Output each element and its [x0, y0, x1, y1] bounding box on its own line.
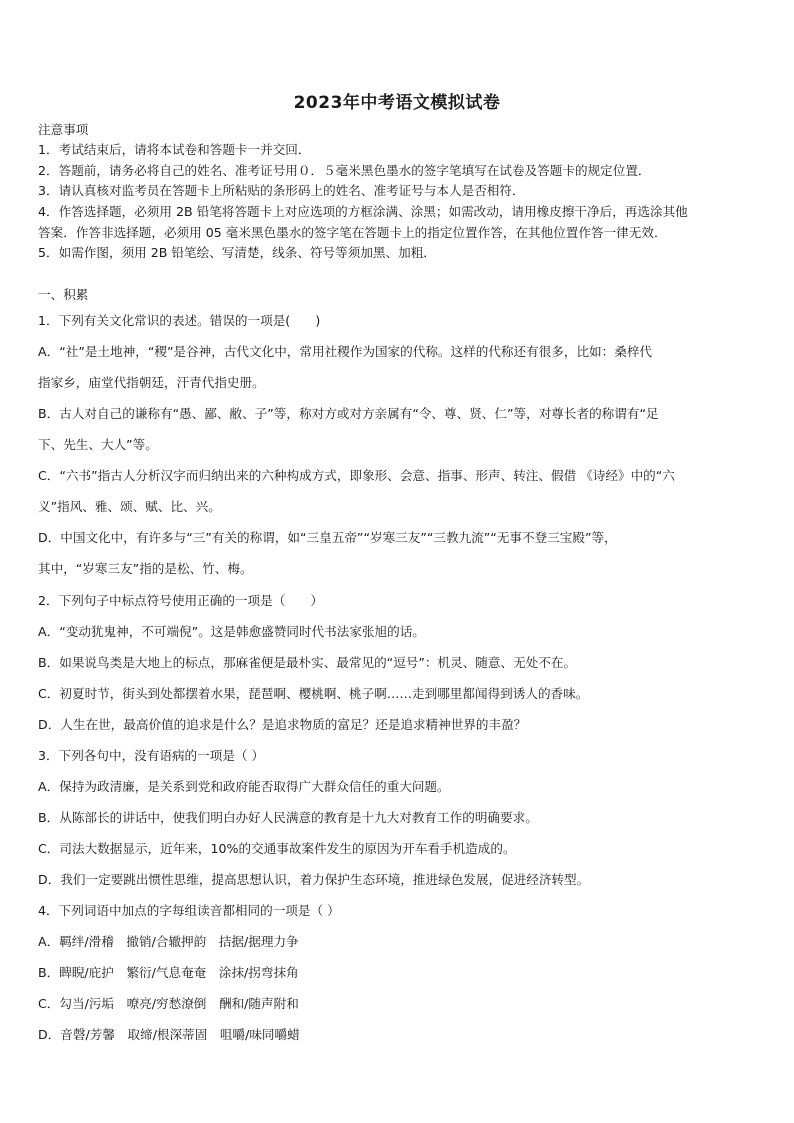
option-line: B．古人对自己的谦称有“愚、鄙、敝、子”等，称对方或对方亲属有“令、尊、贤、仁”等，对尊长者的称谓有“足: [38, 406, 659, 421]
question-stem: 2．下列句子中标点符号使用正确的一项是（ ）: [38, 593, 324, 608]
option-line: D．中国文化中，有许多与“三”有关的称谓，如“三皇五帝”“岁寒三友”“三教九流”“无事不登三宝殿”等，: [38, 530, 617, 545]
section-heading: 一、积累: [38, 287, 89, 302]
option-line: 下、先生、大人”等。: [38, 437, 158, 452]
option-line: C．司法大数据显示，近年来，10%的交通事故案件发生的原因为开车看手机造成的。: [38, 841, 516, 856]
notice-heading: 注意事项: [38, 122, 89, 137]
option-line: A．保持为政清廉，是关系到党和政府能否取得广大群众信任的重大问题。: [38, 779, 450, 794]
option-line: A．“社”是土地神，“稷”是谷神，古代文化中，常用社稷作为国家的代称。这样的代称还有很多，比如：桑梓代: [38, 344, 653, 359]
option-line: 其中，“岁寒三友”指的是松、竹、梅。: [38, 561, 253, 576]
option-line: B．从陈部长的讲话中，使我们明白办好人民满意的教育是十九大对教育工作的明确要求。: [38, 810, 538, 825]
option-line: A．羁绊/滑稽 撤销/合辙押韵 拮据/据理力争: [38, 934, 299, 949]
notice-item: 4．作答选择题，必须用 2B 铅笔将答题卡上对应选项的方框涂满、涂黑；如需改动，请用橡皮擦干净后，再选涂其他: [38, 204, 688, 219]
question-stem: 4．下列词语中加点的字每组读音都相同的一项是（ ）: [38, 903, 340, 918]
option-line: A．“变动犹鬼神，不可端倪”。这是韩愈盛赞同时代书法家张旭的话。: [38, 624, 425, 639]
option-line: C．“六书”指古人分析汉字而归纳出来的六种构成方式，即象形、会意、指事、形声、转注、假借 《诗经》中的“六: [38, 468, 675, 483]
option-line: B．如果说鸟类是大地上的标点，那麻雀便是最朴实、最常见的“逗号”：机灵、随意、无处不在。: [38, 655, 577, 670]
notice-item: 1．考试结束后，请将本试卷和答题卡一并交回．: [38, 142, 311, 157]
option-line: D．我们一定要跳出惯性思维，提高思想认识，着力保护生态环境，推进绿色发展，促进经济转型。: [38, 872, 590, 887]
option-line: D．人生在世，最高价值的追求是什么？是追求物质的富足？还是追求精神世界的丰盈？: [38, 717, 527, 732]
option-line: B．睥睨/庇护 繁衍/气息奄奄 涂抹/拐弯抹角: [38, 965, 299, 980]
notice-item: 3．请认真核对监考员在答题卡上所粘贴的条形码上的姓名、准考证号与本人是否相符．: [38, 183, 525, 198]
option-line: D．音磬/芳馨 取缔/根深蒂固 咀嚼/味同嚼蜡: [38, 1027, 300, 1042]
notice-item: 答案．作答非选择题，必须用 05 毫米黑色墨水的签字笔在答题卡上的指定位置作答，在其他位置作答一律无效．: [38, 225, 667, 240]
notice-item: 2．答题前，请务必将自己的姓名、准考证号用０．５毫米黑色墨水的签字笔填写在试卷及答题卡的规定位置．: [38, 163, 651, 178]
question-stem: 1．下列有关文化常识的表述。错误的一项是( ): [38, 313, 321, 328]
option-line: C．初夏时节，街头到处都摆着水果，琵琶啊、樱桃啊、桃子啊……走到哪里都闻得到诱人的香味。: [38, 686, 589, 701]
question-stem: 3．下列各句中，没有语病的一项是（ ）: [38, 748, 265, 763]
option-line: 义”指风、雅、颂、赋、比、兴。: [38, 499, 221, 514]
option-line: 指家乡，庙堂代指朝廷，汗青代指史册。: [38, 375, 265, 390]
option-line: C．勾当/污垢 嘹亮/穷愁潦倒 酬和/随声附和: [38, 996, 299, 1011]
notice-item: 5．如需作图，须用 2B 铅笔绘、写清楚，线条、符号等须加黑、加粗．: [38, 245, 436, 260]
exam-title: 2023年中考语文模拟试卷: [293, 93, 501, 113]
